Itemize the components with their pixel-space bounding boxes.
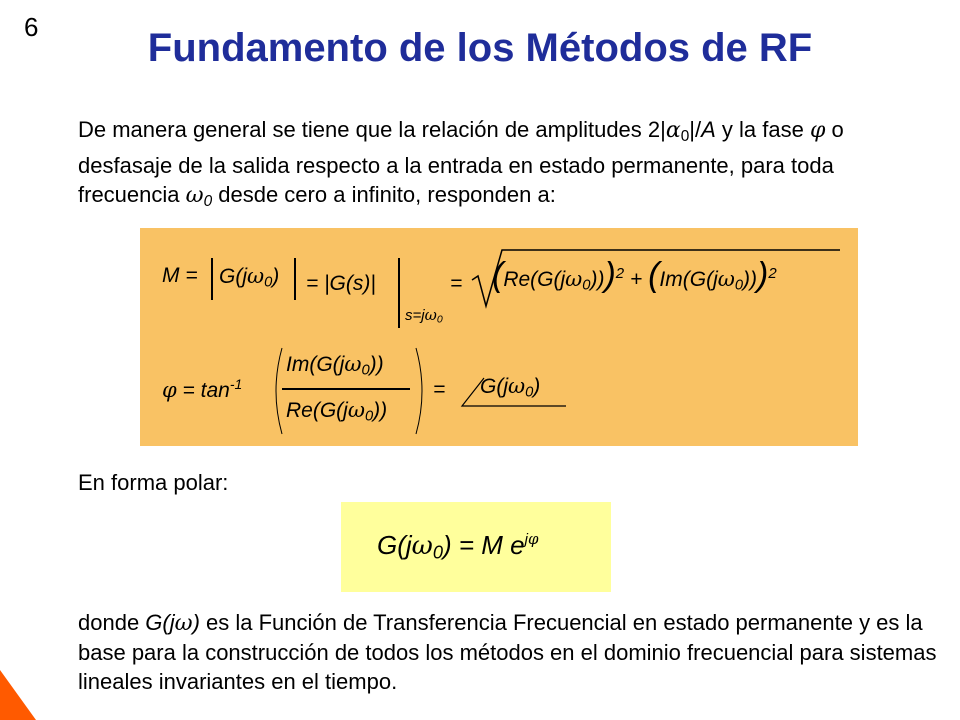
intro-text-2: |/ <box>689 117 702 142</box>
fraction-bar <box>282 388 410 390</box>
eval-subscript: $s=j\omega_0$ <box>405 306 443 326</box>
magnitude-label: M = <box>162 264 198 287</box>
closing-g: G(j <box>145 610 175 635</box>
intro-paragraph <box>78 115 938 216</box>
closing-g-close: ) <box>192 610 200 635</box>
corner-decoration <box>0 670 36 720</box>
paren-right <box>412 346 430 436</box>
equals-sign-2: = <box>433 378 446 401</box>
abs-bar-right <box>294 258 296 300</box>
alpha-subscript: 0 <box>680 127 690 145</box>
slide-title: Fundamento de los Métodos de RF <box>147 26 813 70</box>
magnitude-gs: = |G(s)| <box>306 272 376 295</box>
frac-numerator: $Im(G(j\omega_0))$ <box>286 352 384 379</box>
abs-bar-left <box>211 258 213 300</box>
equation-box <box>140 228 858 446</box>
amplitude-a: A <box>701 117 716 142</box>
polar-label: En forma polar: <box>78 470 229 495</box>
intro-text-4: o desfasaje de la salida respecto a la entrada en estado permanente, para toda frecuencia <box>78 117 844 207</box>
angle-g: $G(j\omega_0)$ <box>480 374 541 401</box>
eval-bar <box>398 258 400 328</box>
alpha-symbol: α <box>665 118 681 143</box>
slide-number: 6 <box>24 12 39 42</box>
frac-denominator: $Re(G(j\omega_0))$ <box>286 398 388 425</box>
closing-text: es la Función de Transferencia Frecuencial en estado permanente y es la base para la construcción de todos los métodos en el dominio frecuencial para sistemas lineales invariantes en el tiempo. <box>78 610 937 694</box>
equals-sign-1: = <box>450 272 463 295</box>
phi-symbol: φ <box>809 118 826 143</box>
intro-text-1: De manera general se tiene que la relación de amplitudes 2| <box>78 117 666 142</box>
polar-box <box>341 502 611 592</box>
intro-text-3: y la fase <box>715 117 810 142</box>
closing-paragraph <box>78 608 938 696</box>
magnitude-g: $G(j\omega_0)$ <box>219 264 280 291</box>
polar-equation: $G(j\omega_0) = M$ $e^{j\varphi}$ <box>377 530 539 563</box>
closing-omega: ω <box>174 611 193 636</box>
intro-text-5: desde cero a infinito, responden a: <box>212 181 556 207</box>
paren-left <box>268 346 286 436</box>
closing-donde: donde <box>78 610 146 635</box>
omega-subscript: 0 <box>203 192 213 210</box>
sqrt-content: $(Re(G(j\omega_0)))^2 + (Im(G(j\omega_0)))^2$ <box>492 256 777 294</box>
phase-label: $\varphi = \tan^{-1}$ <box>162 376 243 402</box>
omega-symbol: ω <box>185 182 204 208</box>
